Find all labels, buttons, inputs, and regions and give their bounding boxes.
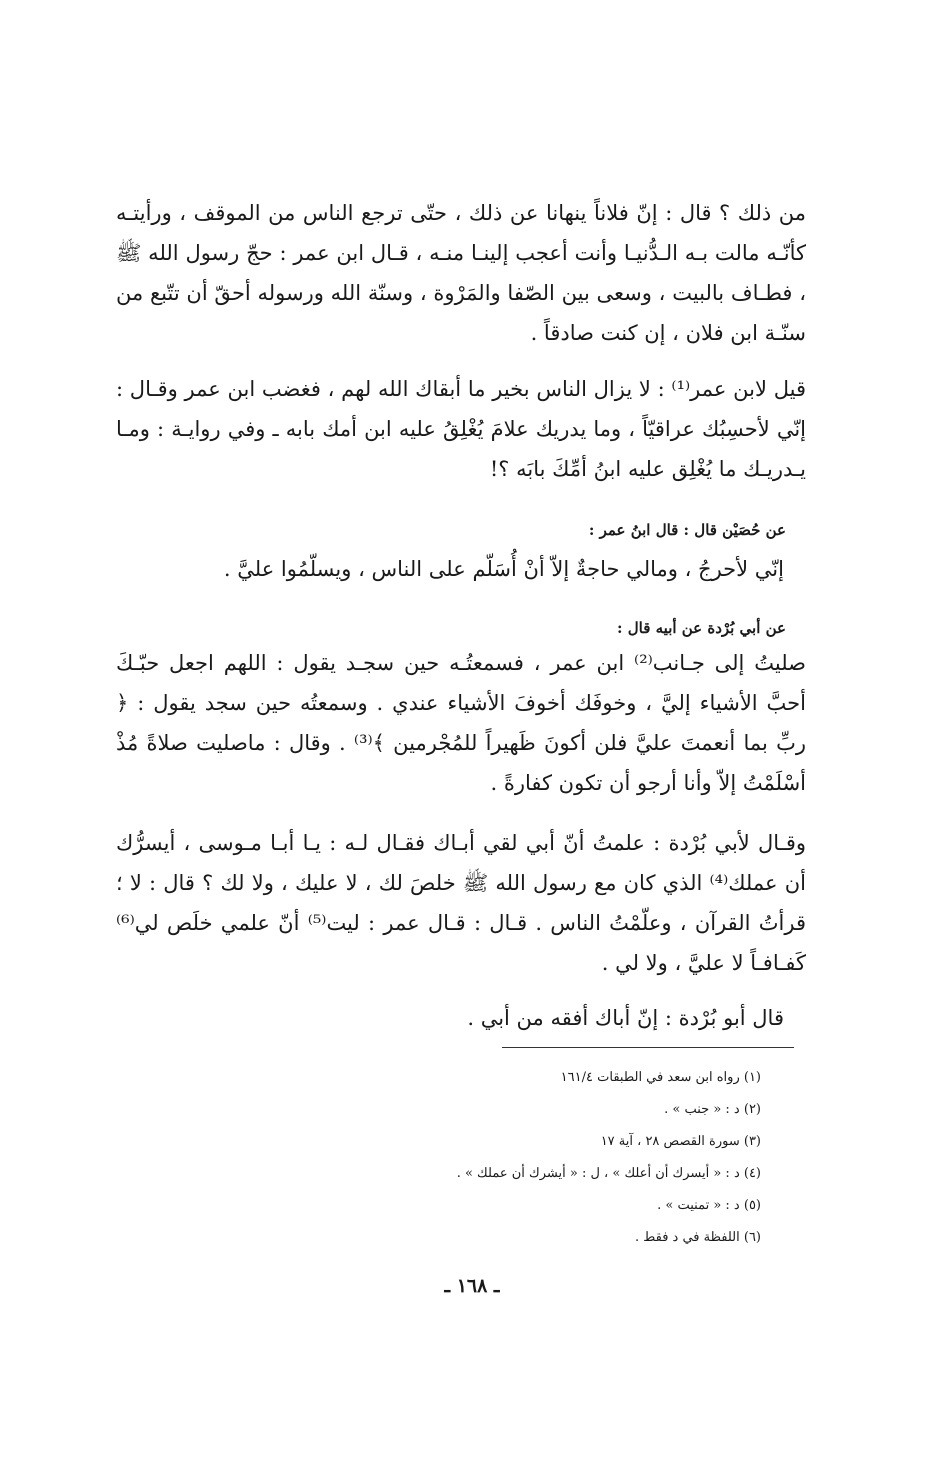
paragraph-5: قال أبو بُرْدة : إنّ أباك أفقه من أبي . [467,1006,784,1030]
footnote-divider [502,1047,794,1048]
paragraph-3: صليتُ إلى جـانب⁽²⁾ ابن عمر ، فسمعتُـه حين سجـد يقول : اللهم اجعل حبّـكَ أحبَّ الأشياء إليَّ ، وخوفَك أخوفَ الأشياء عندي . وسمعتُه حين سجد يقول : ﴿ ربِّ بما أنعمتَ عليَّ فلن أكونَ ظَهيراً للمُجْرمين ﴾⁽³⁾ . وقال : ماصليت صلاةً مُذْ أسْلَمْتُ إلاّ وأنا أرجو أن تكون كفارةً . [116,651,806,795]
page-number: ـ ١٦٨ ـ [444,1275,500,1297]
footnote: (١) رواه ابن سعد في الطبقات ١٦١/٤ [560,1070,761,1085]
narrator-label-abu-burda: عن أبي بُرْدة عن أبيه قال : [617,619,786,637]
footnotes-list [141,1062,761,1254]
footnote: (٦) اللفظة في د فقط . [635,1230,761,1245]
footnote: (٤) د : « أيسرك أن أعلك » ، ل : « أيشرك أن عملك » . [456,1166,761,1181]
narrator-label-husain: عن حُصَيْن قال : قال ابنُ عمر : [588,521,786,539]
footnote: (٣) سورة القصص ٢٨ ، آية ١٧ [600,1134,761,1149]
footnote: (٢) د : « جنب » . [664,1102,761,1117]
quote-ibn-umar: إنّي لأحرجُ ، ومالي حاجةٌ إلاّ أنْ أُسَلّم على الناس ، ويسلّمُوا عليَّ . [223,557,784,581]
paragraph-1: من ذلك ؟ قال : إنّ فلاناً ينهانا عن ذلك ، حتّى ترجع الناس من الموقف ، ورأيتـه كأنّـه مالت بـه الـدُّنيـا وأنت أعجب إلينـا منـه ، قـال ابن عمر : حجّ رسول الله ﷺ ، فطـاف بالبيت ، وسعى بين الصّفا والمَرْوة ، وسنّة الله ورسوله أحقّ أن تتّبع من سنّـة ابن فلان ، إن كنت صادقاً . [116,201,806,345]
footnote: (٥) د : « تمنيت » . [657,1198,761,1213]
paragraph-2: قيل لابن عمر⁽¹⁾ : لا يزال الناس بخير ما أبقاك الله لهم ، فغضب ابن عمر وقـال : إنّي لأحسِبُك عراقيّاً ، وما يدريك علامَ يُغْلِقُ عليه ابن أمك بابه ـ وفي روايـة : ومـا يـدريـك ما يُغْلِق عليه ابنُ أمِّكَ بابَه ؟! [116,377,806,481]
paragraph-4: وقـال لأبي بُرْدة : علمتُ أنّ أبي لقي أبـاك فقـال لـه : يـا أبـا مـوسى ، أيسرُّك أن عملك⁽⁴⁾ الذي كان مع رسول الله ﷺ خلصَ لك ، لا عليك ، ولا لك ؟ قال : لا ؛ قرأتُ القرآن ، وعلّمْتُ الناس . قـال : قـال عمر : ليت⁽⁵⁾ أنّ علمي خلَص لي⁽⁶⁾ كَفـافـاً لا عليَّ ، ولا لي . [116,831,806,975]
